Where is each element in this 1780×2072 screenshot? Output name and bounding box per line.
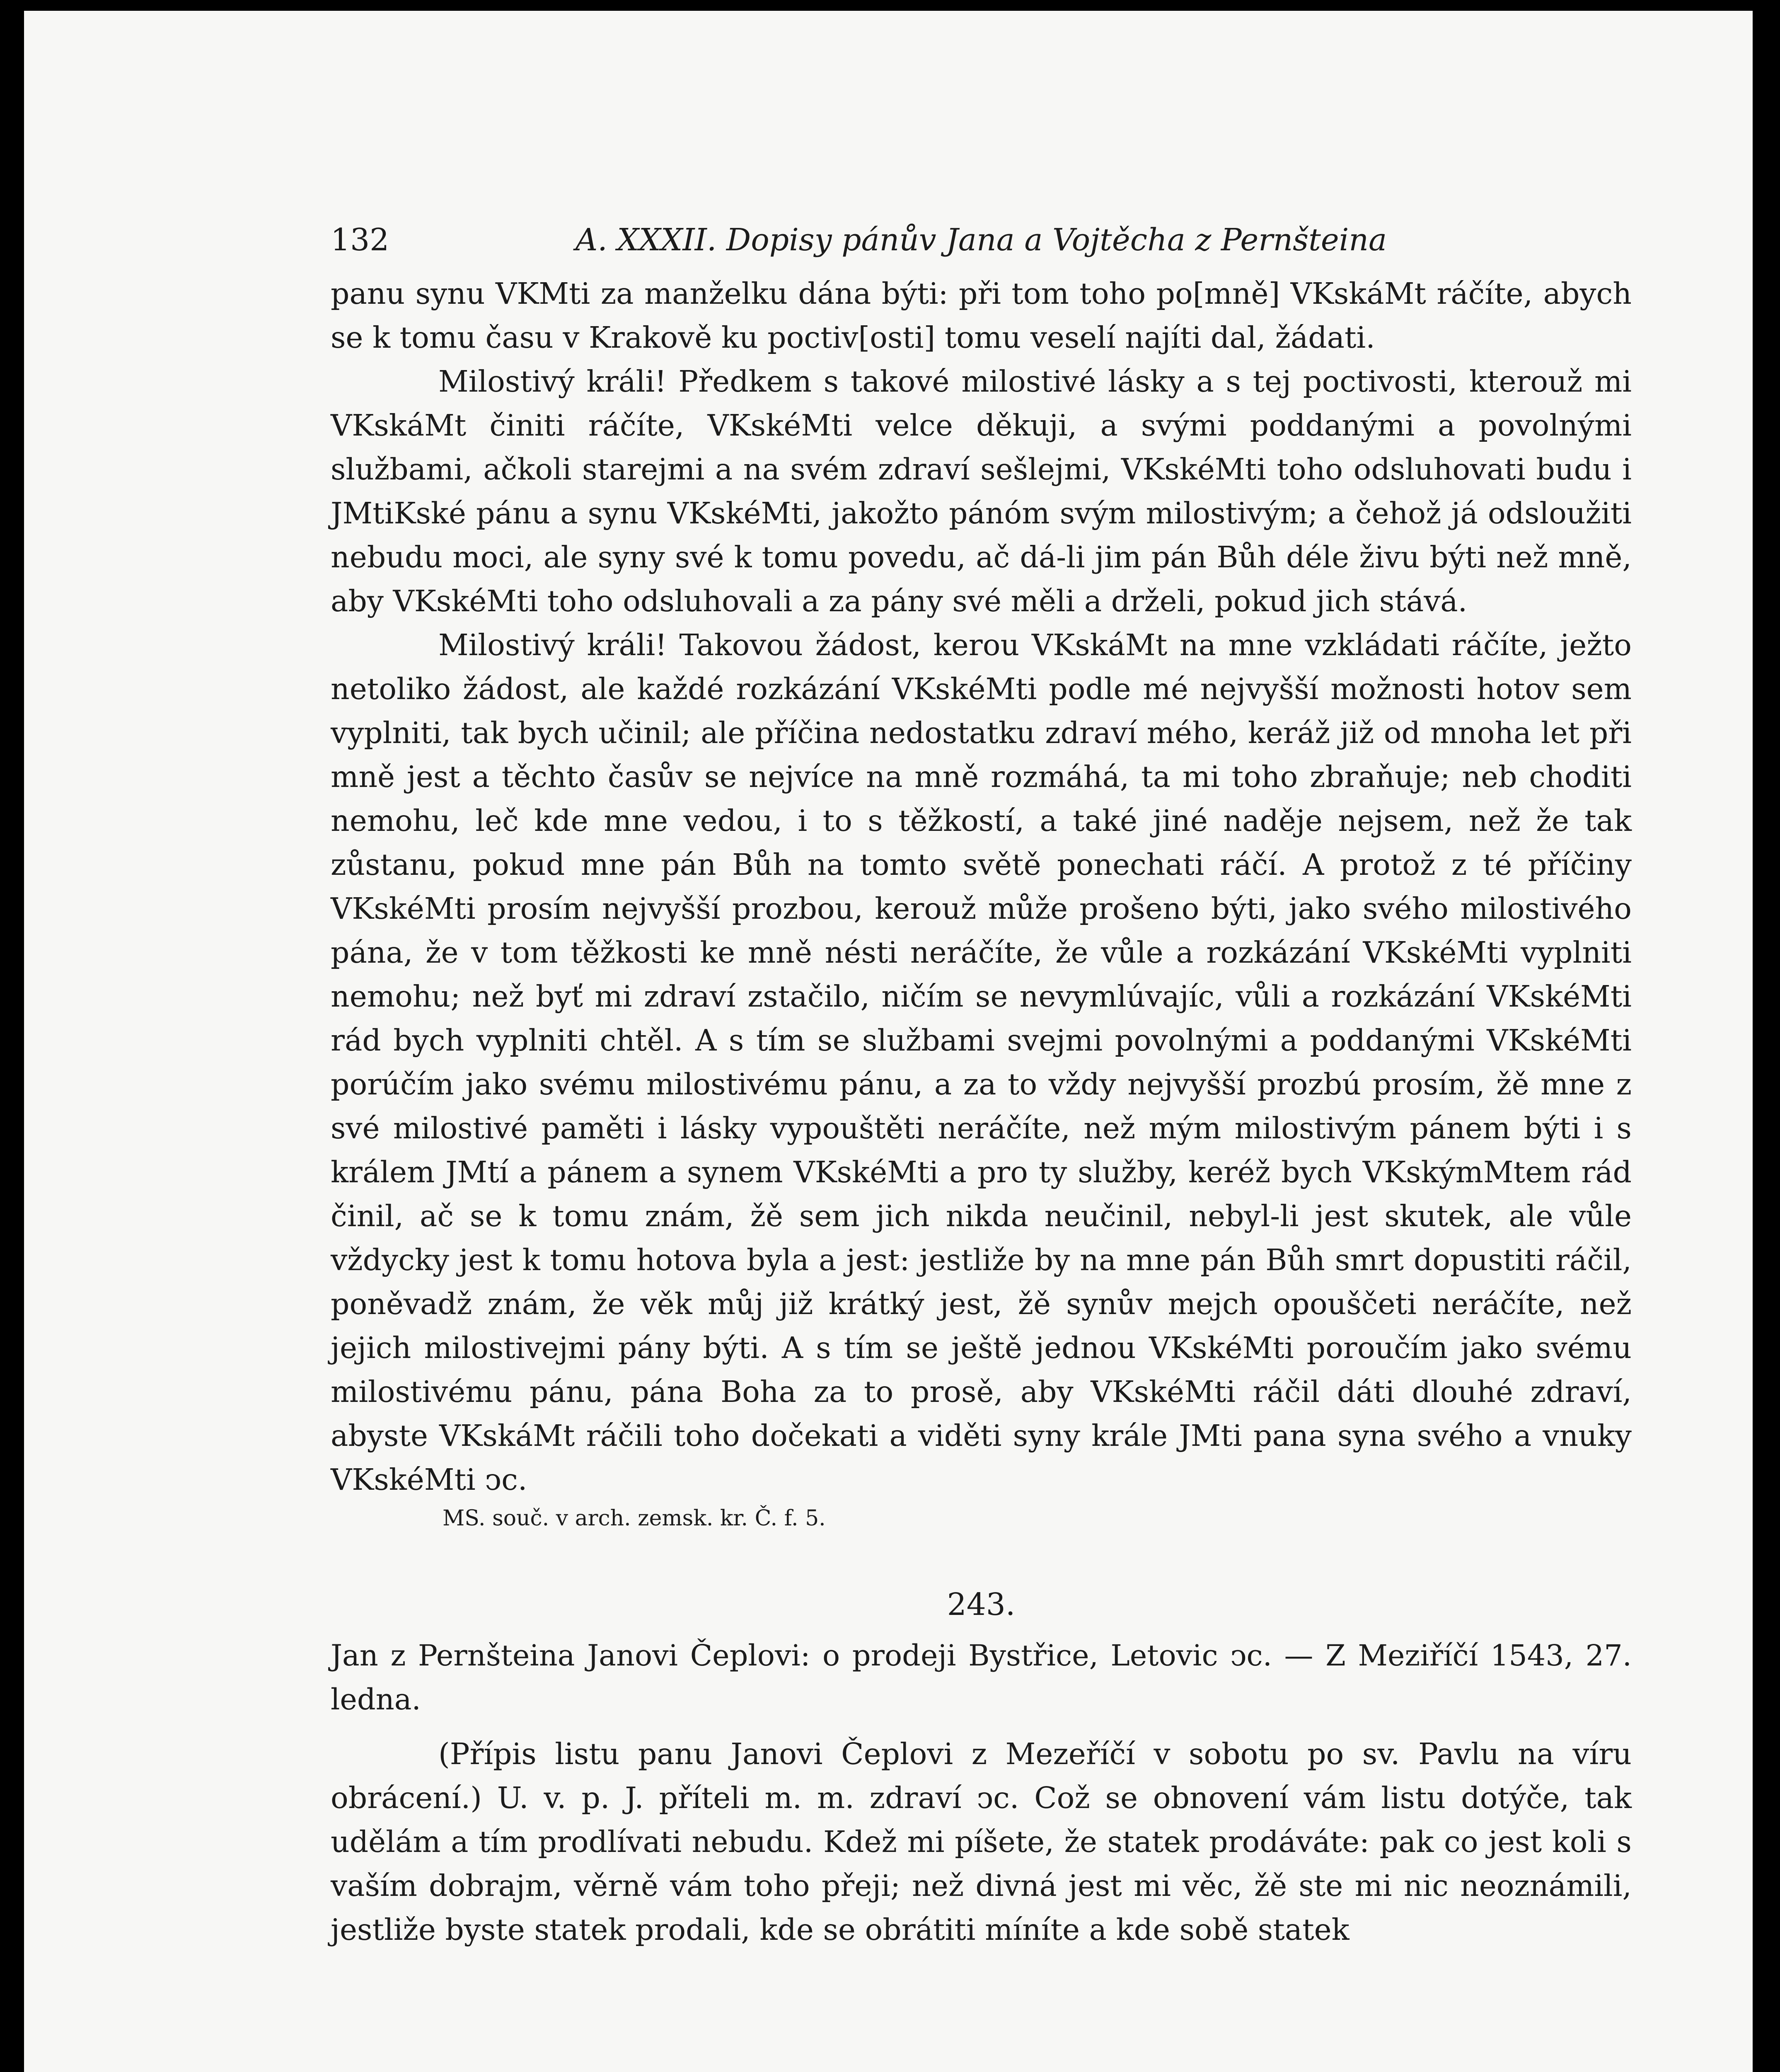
paragraph-request: Milostivý králi! Takovou žádost, kerou VKskáMt na mne vzkládati ráčíte, ježto netoliko žádost, ale každé rozkázání VKskéMti podle mé nejvyšší možnosti hotov sem vyplniti, tak bych učinil; ale příčina nedostatku zdraví mého, keráž již od mnoha let při mně jest a těchto časův se nejvíce na mně rozmáhá, ta mi toho zbraňuje; neb choditi nemohu, leč kde mne vedou, i to s těžkostí, a také jiné naděje nejsem, než že tak zůstanu, pokud mne pán Bůh na tomto světě ponechati ráčí. A protož z té příčiny VKskéMti prosím nejvyšší prozbou, kerouž může prošeno býti, jako svého milostivého pána, že v tom těžkosti ke mně nésti neráčíte, že vůle a rozkázání VKskéMti vyplniti nemohu; než byť mi zdraví zstačilo, ničím se nevymlúvajíc, vůli a rozkázání VKskéMti rád bych vyplniti chtěl. A s tím se službami svejmi povolnými a poddanými VKskéMti porúčím jako svému milostivému pánu, a za to vždy nejvyšší prozbú prosím, žě mne z své milostivé paměti i lásky vypouštěti neráčíte, než mým milostivým pánem býti i s králem JMtí a pánem a synem VKskéMti a pro ty služby, keréž bych VKskýmMtem rád činil, ač se k tomu znám, žě sem jich nikda neučinil, nebyl-li jest skutek, ale vůle vždycky jest k tomu hotova byla a jest: jestliže by na mne pán Bůh smrt dopustiti ráčil, poněvadž znám, že věk můj již krátký jest, žě synův mejch opouščeti neráčíte, než jejich milostivejmi pány býti. A s tím se ještě jednou VKskéMti poroučím jako svému milostivému pánu, pána Boha za to prosě, aby VKskéMti ráčil dáti dlouhé zdraví, abyste VKskáMt ráčili toho dočekati a viděti syny krále JMti pana syna svého a vnuky VKskéMti ↄc.	[331, 628, 1632, 1497]
page-number: 132	[331, 222, 389, 258]
paragraph-continuation: panu synu VKMti za manželku dána býti: při tom toho po[mně] VKskáMt ráčíte, abych se k tomu času v Krakově ku poctiv[osti] tomu veselí najíti dal, žádati.	[331, 276, 1632, 355]
scanned-page	[24, 11, 1753, 2072]
document-summary: Jan z Pernšteina Janovi Čeplovi: o prodeji Bystřice, Letovic ↄc. — Z Meziříčí 1543, 27. ledna.	[331, 1639, 1632, 1716]
document-number: 243.	[947, 1587, 1016, 1622]
running-title: A. XXXII. Dopisy pánův Jana a Vojtěcha z Pernšteina	[575, 222, 1387, 258]
page-header	[331, 206, 1632, 272]
document-text: (Přípis listu panu Janovi Čeplovi z Mezeříčí v sobotu po sv. Pavlu na víru obrácení.) U. v. p. J. příteli m. m. zdraví ↄc. Což se obnovení vám listu dotýče, tak udělám a tím prodlívati nebudu. Kdež mi píšete, že statek prodáváte: pak co jest koli s vaším dobrajm, věrně vám toho přeji; než divná jest mi věc, žě ste mi nic neoznámili, jestliže byste statek prodali, kde se obrátiti míníte a kde sobě statek	[331, 1737, 1632, 1947]
page-content	[331, 206, 1632, 1952]
source-note: MS. souč. v arch. zemsk. kr. Č. f. 5.	[443, 1506, 826, 1531]
paragraph-gratitude: Milostivý králi! Předkem s takové milostivé lásky a s tej poctivosti, kterouž mi VKskáMt činiti ráčíte, VKskéMti velce děkuji, a svými poddanými a povolnými službami, ačkoli starejmi a na svém zdraví sešlejmi, VKskéMti toho odsluhovati budu i JMtiKské pánu a synu VKskéMti, jakožto pánóm svým milostivým; a čehož já odsloužiti nebudu moci, ale syny své k tomu povedu, ač dá-li jim pán Bůh déle živu býti než mně, aby VKskéMti toho odsluhovali a za pány své měli a drželi, pokud jich stává.	[331, 364, 1632, 618]
